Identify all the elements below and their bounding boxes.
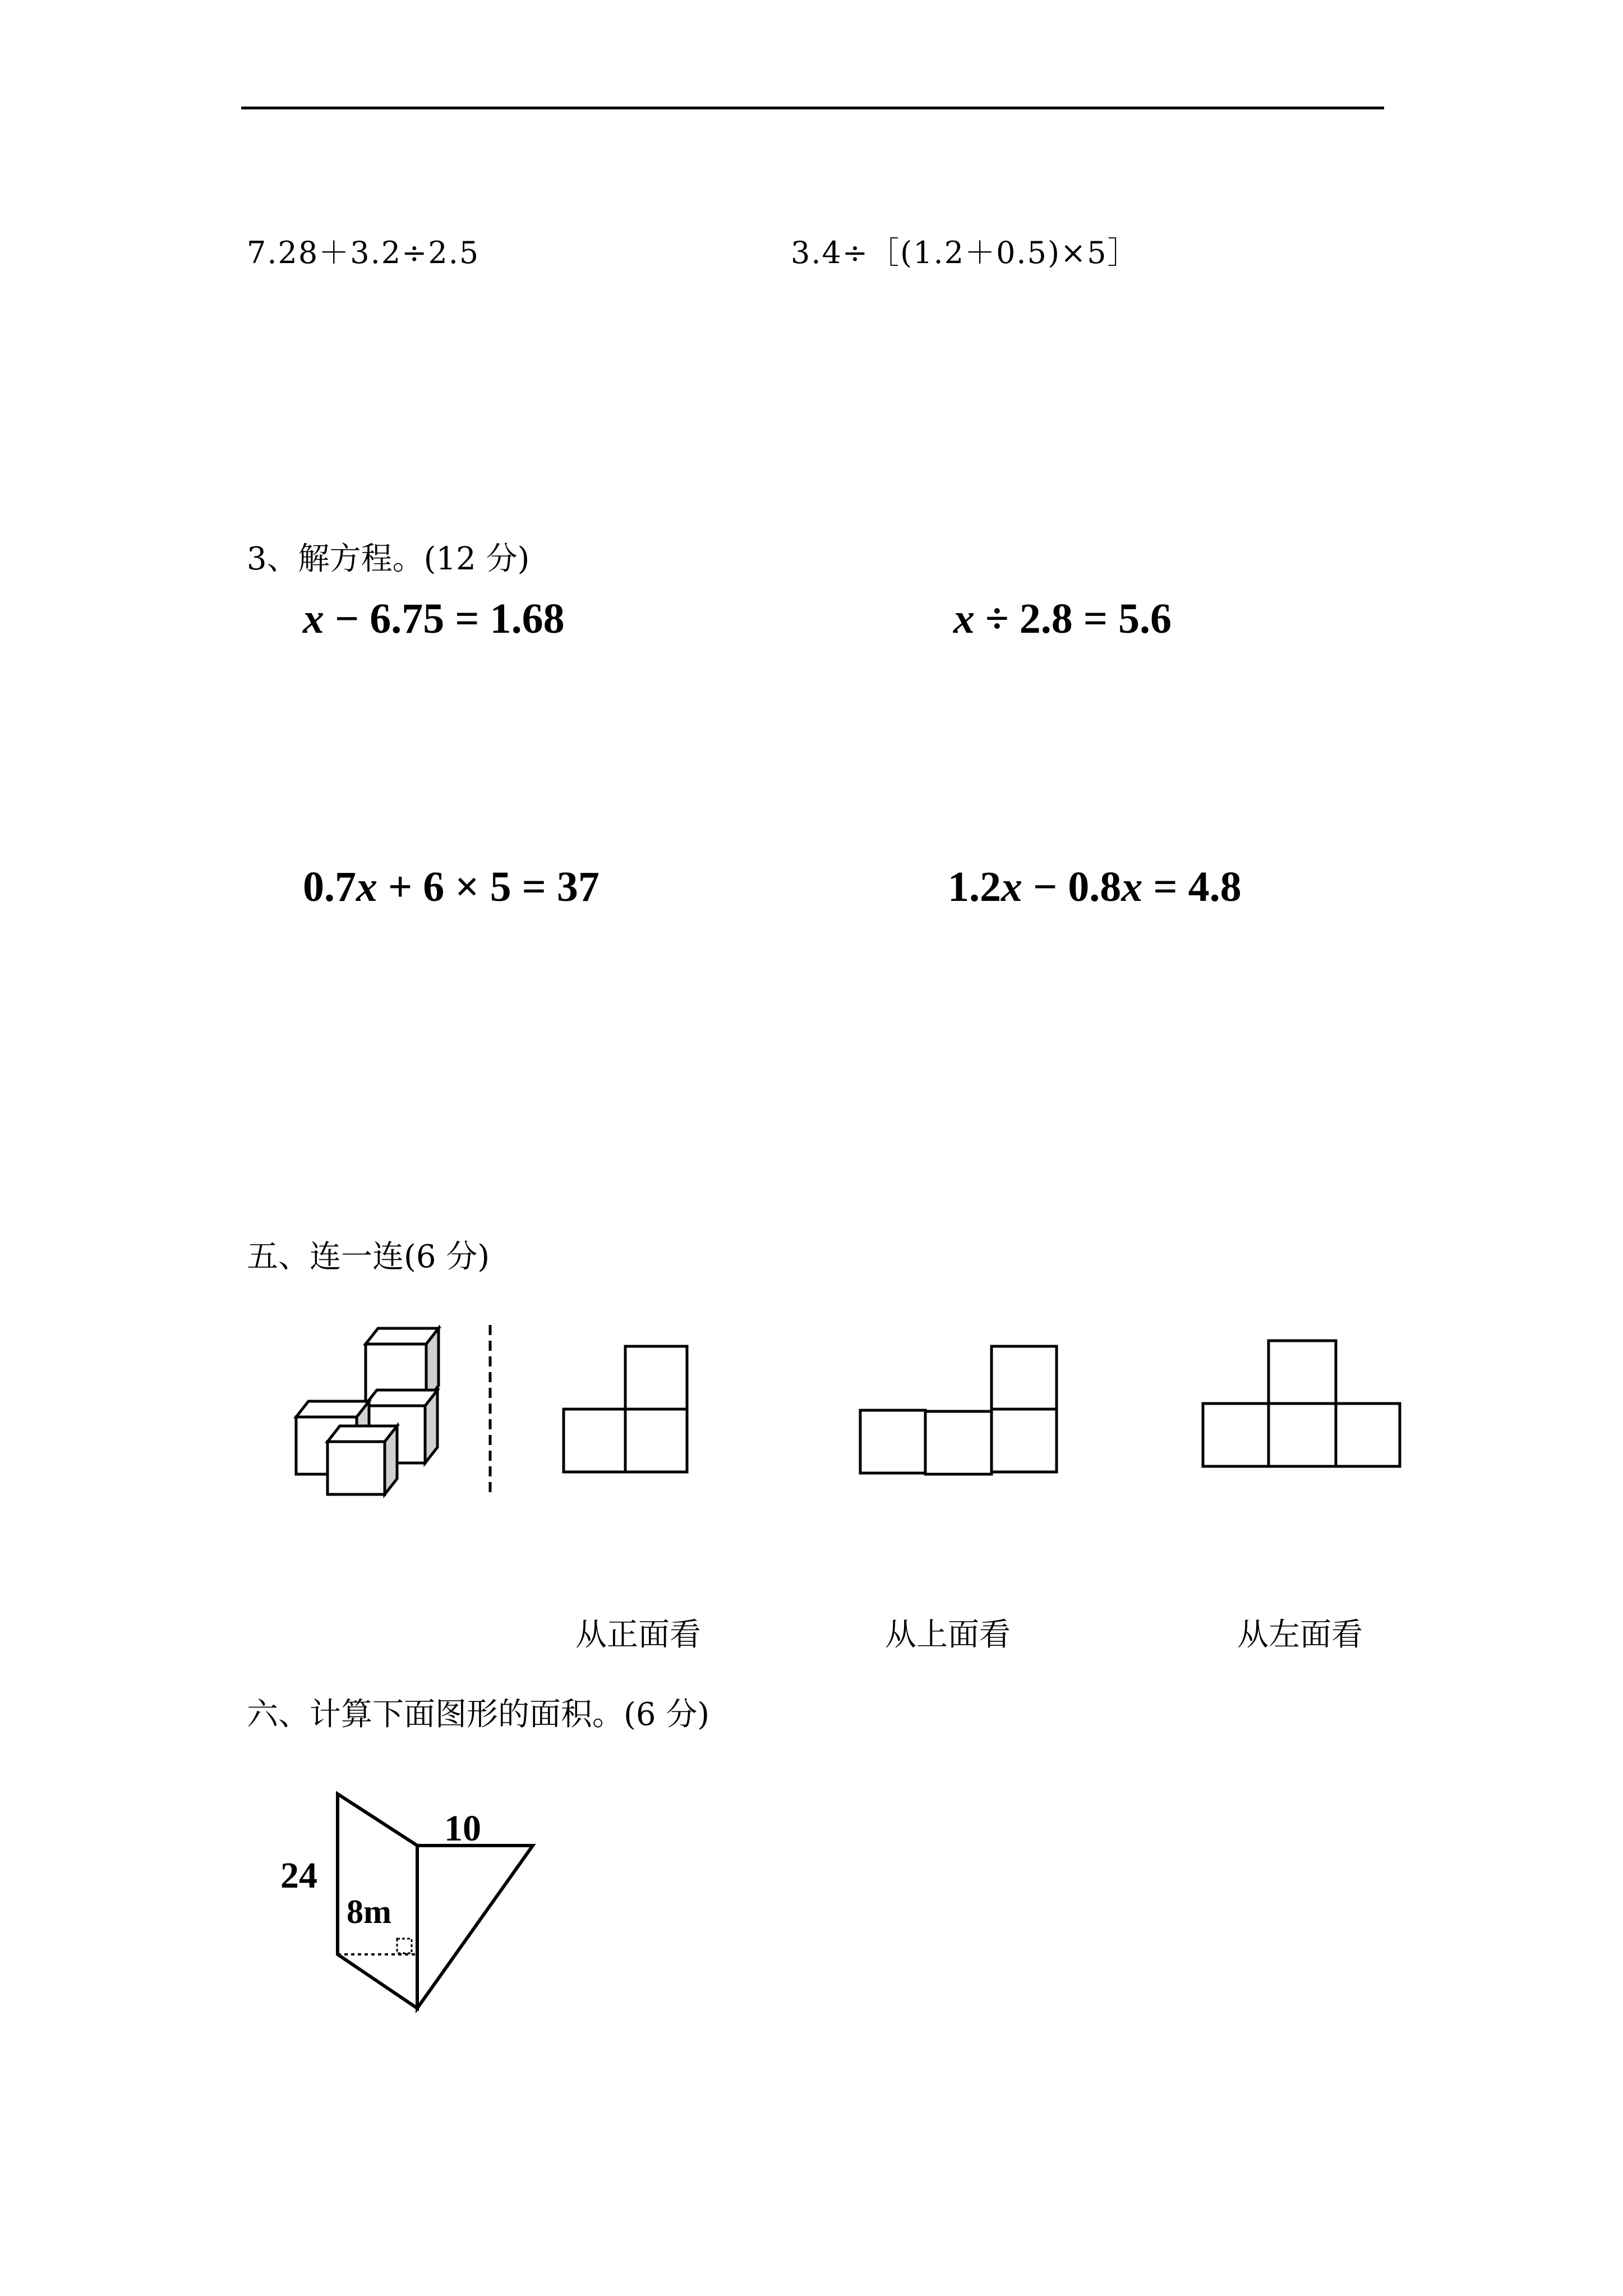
eq4-variable: x — [1001, 863, 1022, 910]
section5-heading: 五、连一连(6 分) — [247, 1239, 490, 1275]
eq1-variable: x — [303, 595, 324, 642]
view-left-shape — [1203, 1341, 1400, 1466]
right-angle-marker — [397, 1939, 412, 1953]
caption-top-view: 从上面看 — [885, 1617, 1011, 1653]
triangle-shape — [417, 1846, 533, 2008]
view-top-shape — [860, 1346, 1057, 1474]
caption-front-view: 从正面看 — [575, 1617, 701, 1653]
eq4-mid: − 0.8 — [1022, 863, 1122, 910]
label-top-10: 10 — [444, 1808, 481, 1849]
eq3-variable: x — [356, 863, 377, 910]
eq2-rest: ÷ 2.8 = 5.6 — [975, 595, 1172, 642]
eq4-variable-2: x — [1121, 863, 1143, 910]
expression-right: 3.4÷［(1.2＋0.5)×5］ — [791, 235, 1139, 270]
cube-stack-figure — [296, 1328, 439, 1494]
section3-heading: 3、解方程。(12 分) — [247, 541, 530, 577]
eq4-coef: 1.2 — [948, 863, 1001, 910]
eq1-rest: − 6.75 = 1.68 — [324, 595, 565, 642]
view-front-shape — [564, 1346, 687, 1472]
caption-left-view: 从左面看 — [1237, 1617, 1363, 1653]
eq2-variable: x — [953, 595, 975, 642]
label-height-8m: 8m — [347, 1893, 391, 1930]
expression-left: 7.28＋3.2÷2.5 — [247, 235, 480, 270]
eq3-coef: 0.7 — [303, 863, 356, 910]
eq4-rest: = 4.8 — [1142, 863, 1242, 910]
eq3-rest: + 6 × 5 = 37 — [377, 863, 600, 910]
label-side-24: 24 — [280, 1855, 317, 1896]
section6-heading: 六、计算下面图形的面积。(6 分) — [247, 1696, 710, 1733]
